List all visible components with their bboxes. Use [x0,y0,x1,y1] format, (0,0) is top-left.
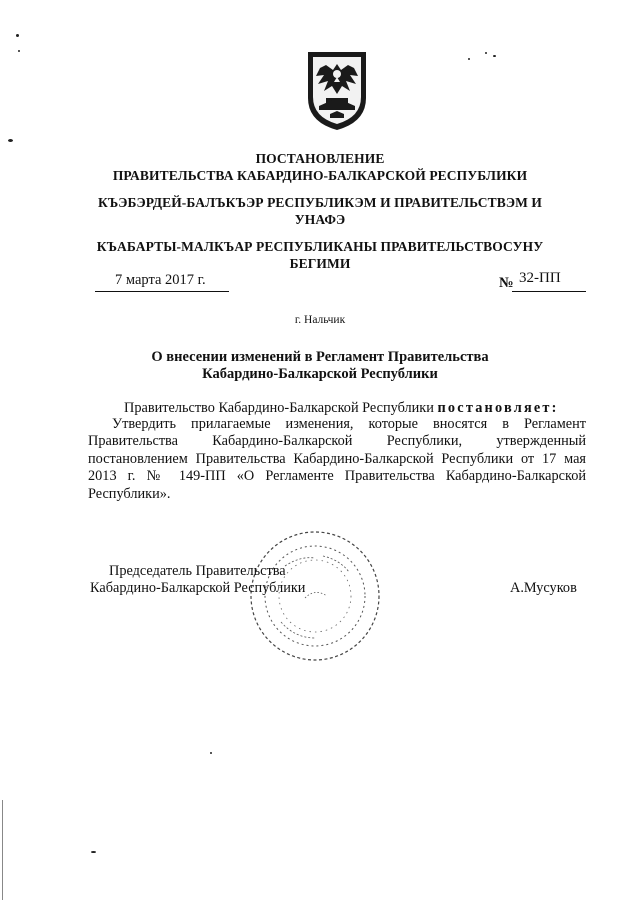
coat-of-arms-emblem [302,48,372,132]
number-sign: № [499,275,514,291]
position-line-2: Кабардино-Балкарской Республики [90,580,306,596]
city: г. Нальчик [294,314,346,326]
intro-subject: Правительство Кабардино-Балкарской Республики [124,400,434,416]
scan-speck [91,851,96,853]
scan-speck [8,139,13,142]
document-header [0,150,640,184]
position-line-1: Председатель Правительства [109,563,286,579]
number-underline [512,291,586,292]
date-underline [95,291,229,292]
body-paragraph: Утвердить прилагаемые изменения, которые вносятся в Регламент Правительства Кабардино-Балкарской Республики, утвержденный постановлением Правительства Кабардино-Балкарской Республики от 17 мая 2013 г. № 149-ПП «О Регламенте Правительства Кабардино-Балкарской Республики». [88,416,586,502]
header-line-1: ПОСТАНОВЛЕНИЕ [255,151,385,166]
document-date: 7 марта 2017 г. [115,272,206,288]
intro-verb: постановляет: [437,400,559,416]
document-title [0,349,640,383]
kabardian-header-line-2: УНАФЭ [294,212,346,227]
scan-speck [468,58,470,60]
header-line-2: ПРАВИТЕЛЬСТВА КАБАРДИНО-БАЛКАРСКОЙ РЕСПУБЛИКИ [112,168,528,183]
scan-speck [493,55,496,57]
title-line-2: Кабардино-Балкарской Республики [202,366,438,382]
scan-speck [16,34,19,37]
balkar-header-line-1: КЪАБАРТЫ-МАЛКЪАР РЕСПУБЛИКАНЫ ПРАВИТЕЛЬСТВОСУНУ [96,239,544,254]
kabardian-header [0,194,640,228]
intro-line [124,400,559,417]
scan-speck [210,752,212,754]
signatory-name: А.Мусуков [510,580,577,596]
balkar-header-line-2: БЕГИМИ [289,256,351,271]
kabardian-header-line-1: КЪЭБЭРДЕЙ-БАЛЪКЪЭР РЕСПУБЛИКЭМ И ПРАВИТЕЛЬСТВЭМ И [97,195,543,210]
signatory-position [90,563,305,597]
scan-speck [18,50,20,52]
balkar-header [0,238,640,272]
title-line-1: О внесении изменений в Регламент Правительства [151,349,489,365]
document-number: 32-ПП [519,270,561,286]
scan-speck [485,52,487,54]
scan-edge [2,800,3,900]
